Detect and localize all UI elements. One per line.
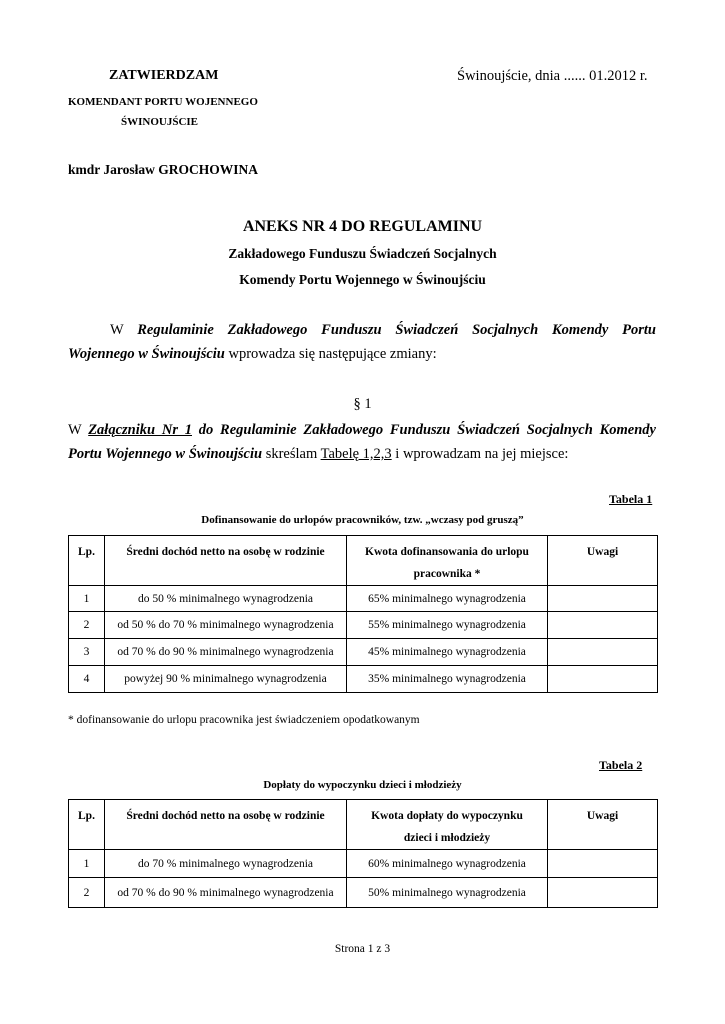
table1-label: Tabela 1 — [609, 492, 653, 506]
table1-header-amount-1: Kwota dofinansowania do urlopu — [365, 546, 529, 558]
table1-header-amount — [347, 536, 548, 586]
section-line-1 — [68, 418, 656, 442]
section-regulation-name-2: Portu Wojennego w Świnoujściu — [68, 446, 263, 462]
section-paragraph — [68, 418, 656, 466]
document-date: Świnoujście, dnia ...... 01.2012 r. — [457, 68, 648, 84]
table2-row2-lp: 2 — [69, 878, 105, 908]
table1-header-income: Średni dochód netto na osobę w rodzinie — [105, 536, 347, 586]
intro-rest: wprowadza się następujące zmiany: — [224, 346, 437, 362]
section-text-2: i wprowadzam na jej miejsce: — [391, 446, 569, 462]
table2-header-income: Średni dochód netto na osobę w rodzinie — [105, 800, 347, 850]
table1-header-row — [69, 536, 658, 586]
table1 — [68, 535, 658, 693]
intro-regulation-name-1: Regulaminie Zakładowego Funduszu Świadczeń Socjalnych Komendy Portu — [137, 322, 656, 338]
table1-row3-income: od 70 % do 90 % minimalnego wynagrodzenia — [105, 639, 347, 666]
table2-header-amount — [347, 800, 548, 850]
table1-row1-notes — [548, 586, 658, 612]
table2-header-amount-1: Kwota dopłaty do wypoczynku — [371, 810, 523, 822]
table1-row4-income: powyżej 90 % minimalnego wynagrodzenia — [105, 666, 347, 693]
table2-header-row — [69, 800, 658, 850]
document-title: ANEKS NR 4 DO REGULAMINU — [242, 218, 483, 235]
table1-caption: Dofinansowanie do urlopów pracowników, tzw. „wczasy pod gruszą” — [201, 514, 524, 526]
intro-line-2 — [68, 342, 656, 366]
table1-row1-amount: 65% minimalnego wynagrodzenia — [347, 586, 548, 612]
tables-reference: Tabelę 1,2,3 — [320, 446, 392, 462]
commander-title-line1: KOMENDANT PORTU WOJENNEGO — [68, 96, 258, 108]
table-row — [69, 612, 658, 639]
table1-row4-amount: 35% minimalnego wynagrodzenia — [347, 666, 548, 693]
table1-row4-notes — [548, 666, 658, 693]
intro-paragraph — [68, 318, 656, 366]
table1-row3-lp: 3 — [69, 639, 105, 666]
table2-header-amount-2: dzieci i młodzieży — [403, 832, 491, 844]
table-row — [69, 850, 658, 878]
table2 — [68, 799, 658, 908]
document-subtitle-1: Zakładowego Funduszu Świadczeń Socjalnych — [228, 246, 497, 261]
section-line-2 — [68, 442, 656, 466]
table2-row2-notes — [548, 878, 658, 908]
table2-row2-amount: 50% minimalnego wynagrodzenia — [347, 878, 548, 908]
table1-row3-notes — [548, 639, 658, 666]
table-row — [69, 878, 658, 908]
section-mark: § 1 — [353, 396, 372, 412]
table1-row2-income: od 50 % do 70 % minimalnego wynagrodzenia — [105, 612, 347, 639]
attachment-reference: Załączniku Nr 1 — [88, 422, 192, 438]
intro-regulation-name-2: Wojennego w Świnoujściu — [68, 346, 225, 362]
intro-line-1 — [68, 318, 656, 342]
table1-row2-amount: 55% minimalnego wynagrodzenia — [347, 612, 548, 639]
table1-row2-lp: 2 — [69, 612, 105, 639]
table2-header-notes: Uwagi — [548, 800, 658, 850]
table2-row2-income: od 70 % do 90 % minimalnego wynagrodzenia — [105, 878, 347, 908]
table1-row4-lp: 4 — [69, 666, 105, 693]
table1-header-lp: Lp. — [69, 536, 105, 586]
table2-row1-income: do 70 % minimalnego wynagrodzenia — [105, 850, 347, 878]
intro-w: W — [110, 322, 124, 338]
table2-row1-lp: 1 — [69, 850, 105, 878]
table1-footnote: * dofinansowanie do urlopu pracownika jest świadczeniem opodatkowanym — [68, 714, 420, 726]
approval-heading: ZATWIERDZAM — [109, 68, 219, 83]
table-row — [69, 639, 658, 666]
table2-caption: Dopłaty do wypoczynku dzieci i młodzieży — [263, 779, 462, 791]
commander-name: kmdr Jarosław GROCHOWINA — [68, 162, 259, 177]
table2-header-lp: Lp. — [69, 800, 105, 850]
commander-title-line2: ŚWINOUJŚCIE — [121, 116, 199, 128]
section-w: W — [68, 422, 89, 438]
table2-row1-amount: 60% minimalnego wynagrodzenia — [347, 850, 548, 878]
table2-row1-notes — [548, 850, 658, 878]
section-text-1: skreślam — [262, 446, 321, 462]
table-row — [69, 586, 658, 612]
table1-row3-amount: 45% minimalnego wynagrodzenia — [347, 639, 548, 666]
table2-label: Tabela 2 — [599, 758, 643, 772]
table1-row1-income: do 50 % minimalnego wynagrodzenia — [105, 586, 347, 612]
page-number: Strona 1 z 3 — [334, 943, 391, 955]
table1-row2-notes — [548, 612, 658, 639]
table1-row1-lp: 1 — [69, 586, 105, 612]
table1-header-notes: Uwagi — [548, 536, 658, 586]
table-row — [69, 666, 658, 693]
table1-header-amount-2: pracownika * — [413, 568, 481, 580]
section-regulation-name-1: do Regulaminie Zakładowego Funduszu Świadczeń Socjalnych Komendy — [192, 422, 656, 438]
document-subtitle-2: Komendy Portu Wojennego w Świnoujściu — [239, 272, 486, 287]
